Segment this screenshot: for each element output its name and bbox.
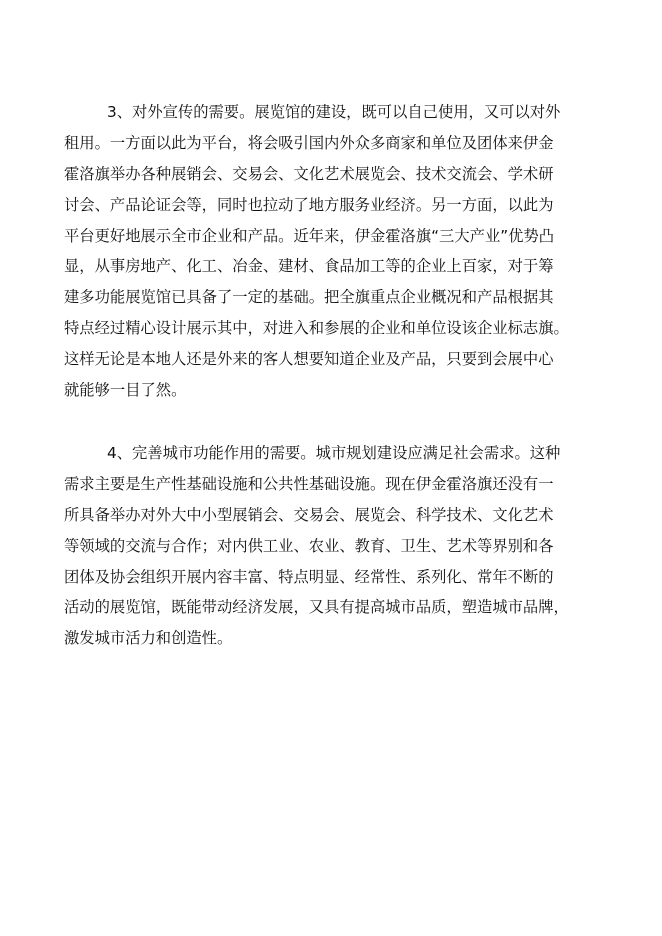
paragraph-line: 显，从事房地产、化工、冶金、建材、食品加工等的企业上百家，对于筹 <box>64 257 554 276</box>
paragraph-line: 4、完善城市功能作用的需要。城市规划建设应满足社会需求。这种 <box>107 444 561 462</box>
paragraph-line: 需求主要是生产性基础设施和公共性基础设施。现在伊金霍洛旗还没有一 <box>64 474 554 493</box>
paragraph-line: 霍洛旗举办各种展销会、交易会、文化艺术展览会、技术交流会、学术研 <box>64 164 554 183</box>
paragraph-line: 特点经过精心设计展示其中，对进入和参展的企业和单位设该企业标志旗。 <box>64 319 569 338</box>
paragraph-line: 建多功能展览馆已具备了一定的基础。把全旗重点企业概况和产品根据其 <box>64 288 554 307</box>
paragraph-line: 就能够一目了然。 <box>64 381 187 400</box>
paragraph-line: 这样无论是本地人还是外来的客人想要知道企业及产品，只要到会展中心 <box>64 350 554 369</box>
paragraph-3-external-publicity <box>64 97 581 406</box>
paragraph-line: 讨会、产品论证会等，同时也拉动了地方服务业经济。另一方面，以此为 <box>64 195 554 214</box>
paragraph-line: 平台更好地展示全市企业和产品。近年来，伊金霍洛旗“三大产业”优势凸 <box>64 226 555 245</box>
paragraph-line: 等领域的交流与合作；对内供工业、农业、教育、卫生、艺术等界别和各 <box>64 536 554 555</box>
paragraph-line: 激发城市活力和创造性。 <box>64 629 233 648</box>
paragraph-line: 3、对外宣传的需要。展览馆的建设，既可以自己使用，又可以对外 <box>107 103 561 121</box>
paragraph-line: 所具备举办对外大中小型展销会、交易会、展览会、科学技术、文化艺术 <box>64 505 554 524</box>
paragraph-line: 活动的展览馆，既能带动经济发展，又具有提高城市品质，塑造城市品牌， <box>64 598 569 617</box>
paragraph-4-city-function <box>64 438 581 654</box>
paragraph-line: 团体及协会组织开展内容丰富、特点明显、经常性、系列化、常年不断的 <box>64 567 554 586</box>
paragraph-line: 租用。一方面以此为平台，将会吸引国内外众多商家和单位及团体来伊金 <box>64 133 554 152</box>
